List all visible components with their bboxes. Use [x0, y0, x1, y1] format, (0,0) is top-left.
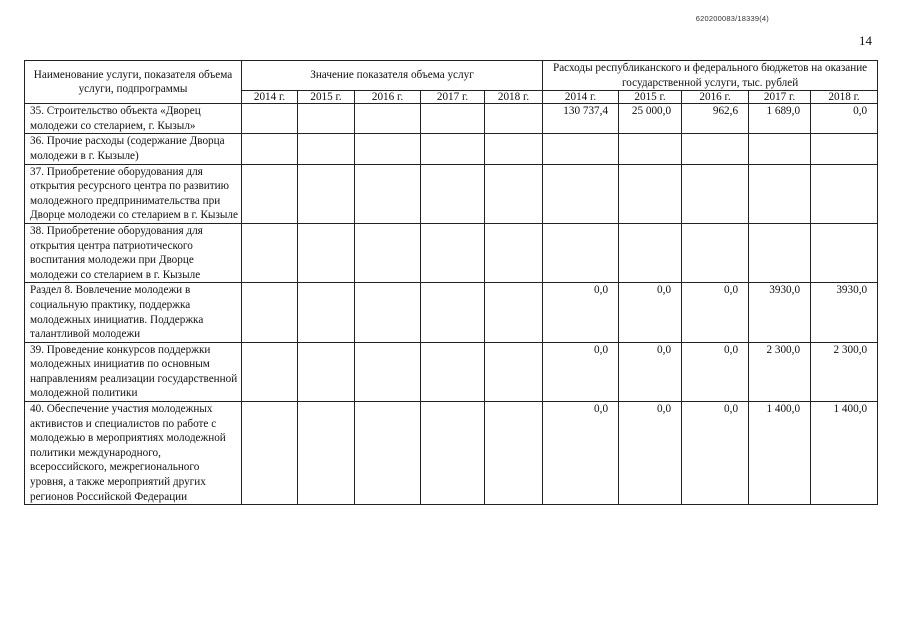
- volume-cell: [421, 104, 485, 134]
- expense-year-header: 2017 г.: [749, 91, 811, 104]
- volume-cell: [355, 223, 421, 282]
- expense-cell: 25 000,0: [619, 104, 682, 134]
- volume-cell: [298, 223, 355, 282]
- volume-cell: [421, 402, 485, 505]
- expense-cell: 1 689,0: [749, 104, 811, 134]
- expense-cell: 1 400,0: [811, 402, 878, 505]
- expense-cell: 1 400,0: [749, 402, 811, 505]
- expense-cell: 0,0: [543, 283, 619, 342]
- row-name: 36. Прочие расходы (содержание Дворца молодежи в г. Кызыле): [25, 134, 242, 164]
- expense-cell: 962,6: [682, 104, 749, 134]
- expense-cell: 3930,0: [749, 283, 811, 342]
- volume-cell: [355, 283, 421, 342]
- volume-cell: [421, 223, 485, 282]
- volume-cell: [421, 283, 485, 342]
- expense-cell: [543, 164, 619, 223]
- expense-year-header: 2016 г.: [682, 91, 749, 104]
- table-row: [25, 342, 878, 401]
- row-name: Раздел 8. Вовлечение молодежи в социальную практику, поддержка молодежных инициатив. Поддержка талантливой молодежи: [25, 283, 242, 342]
- volume-cell: [485, 164, 543, 223]
- expense-cell: [682, 223, 749, 282]
- expense-cell: 130 737,4: [543, 104, 619, 134]
- expense-cell: [543, 134, 619, 164]
- volume-cell: [485, 342, 543, 401]
- volume-cell: [298, 342, 355, 401]
- document-id: 620200083/18339(4): [695, 14, 769, 23]
- expense-cell: 0,0: [811, 104, 878, 134]
- volume-cell: [421, 164, 485, 223]
- volume-cell: [242, 134, 298, 164]
- expense-cell: [749, 164, 811, 223]
- expense-cell: 3930,0: [811, 283, 878, 342]
- name-column-header: Наименование услуги, показателя объема услуги, подпрограммы: [25, 61, 242, 104]
- volume-year-header: 2017 г.: [421, 91, 485, 104]
- volume-cell: [485, 104, 543, 134]
- expense-cell: [749, 223, 811, 282]
- volume-cell: [355, 402, 421, 505]
- volume-cell: [355, 342, 421, 401]
- volume-cell: [298, 164, 355, 223]
- volume-cell: [485, 402, 543, 505]
- volume-cell: [242, 104, 298, 134]
- expense-cell: 0,0: [619, 283, 682, 342]
- volume-cell: [242, 283, 298, 342]
- expense-cell: 2 300,0: [749, 342, 811, 401]
- table-row: [25, 104, 878, 134]
- volume-year-header: 2015 г.: [298, 91, 355, 104]
- table-row: [25, 223, 878, 282]
- volume-cell: [421, 342, 485, 401]
- volume-cell: [485, 223, 543, 282]
- expense-cell: 0,0: [682, 402, 749, 505]
- volume-cell: [298, 134, 355, 164]
- volume-cell: [485, 283, 543, 342]
- volume-cell: [242, 223, 298, 282]
- volume-cell: [242, 164, 298, 223]
- volume-year-header: 2018 г.: [485, 91, 543, 104]
- expense-year-header: 2014 г.: [543, 91, 619, 104]
- expense-cell: 2 300,0: [811, 342, 878, 401]
- expense-cell: [543, 223, 619, 282]
- expense-year-header: 2018 г.: [811, 91, 878, 104]
- volume-year-header: 2016 г.: [355, 91, 421, 104]
- volume-cell: [421, 134, 485, 164]
- expense-cell: 0,0: [682, 342, 749, 401]
- row-name: 39. Проведение конкурсов поддержки молодежных инициатив по основным направлениям реализации государственной молодежной политики: [25, 342, 242, 401]
- expense-cell: [811, 223, 878, 282]
- expense-cell: [811, 164, 878, 223]
- table-row: [25, 283, 878, 342]
- expense-cell: [682, 164, 749, 223]
- table-row: [25, 134, 878, 164]
- volume-year-header: 2014 г.: [242, 91, 298, 104]
- table-row: [25, 402, 878, 505]
- expense-cell: [619, 164, 682, 223]
- volume-cell: [355, 104, 421, 134]
- expense-year-header: 2015 г.: [619, 91, 682, 104]
- row-name: 40. Обеспечение участия молодежных активистов и специалистов по работе с молодежью в мероприятиях молодежной политики международного, всероссийского, межрегионального уровня, а также мероприятий других регионов Российской Федерации: [25, 402, 242, 505]
- expense-cell: [619, 134, 682, 164]
- volume-cell: [298, 402, 355, 505]
- row-name: 37. Приобретение оборудования для открытия ресурсного центра по развитию молодежного предпринимательства при Дворце молодежи со стеларием в г. Кызыле: [25, 164, 242, 223]
- volume-cell: [242, 342, 298, 401]
- volume-cell: [355, 164, 421, 223]
- expense-cell: [619, 223, 682, 282]
- volume-cell: [298, 104, 355, 134]
- expense-cell: 0,0: [543, 402, 619, 505]
- table-body: [25, 104, 878, 505]
- expense-cell: 0,0: [543, 342, 619, 401]
- expense-cell: 0,0: [619, 402, 682, 505]
- expense-cell: [749, 134, 811, 164]
- expense-cell: 0,0: [619, 342, 682, 401]
- volume-column-header: Значение показателя объема услуг: [242, 61, 543, 91]
- row-name: 35. Строительство объекта «Дворец молодежи со стеларием, г. Кызыл»: [25, 104, 242, 134]
- volume-cell: [298, 283, 355, 342]
- volume-cell: [355, 134, 421, 164]
- expense-cell: 0,0: [682, 283, 749, 342]
- table-row: [25, 164, 878, 223]
- page-number: 14: [859, 33, 872, 48]
- budget-table: [24, 60, 878, 505]
- volume-cell: [242, 402, 298, 505]
- expense-cell: [682, 134, 749, 164]
- row-name: 38. Приобретение оборудования для открытия центра патриотического воспитания молодежи при Дворце молодежи со стеларием в г. Кызыле: [25, 223, 242, 282]
- expense-column-header: Расходы республиканского и федерального бюджетов на оказание государственной услуги, тыс. рублей: [543, 61, 878, 91]
- volume-cell: [485, 134, 543, 164]
- expense-cell: [811, 134, 878, 164]
